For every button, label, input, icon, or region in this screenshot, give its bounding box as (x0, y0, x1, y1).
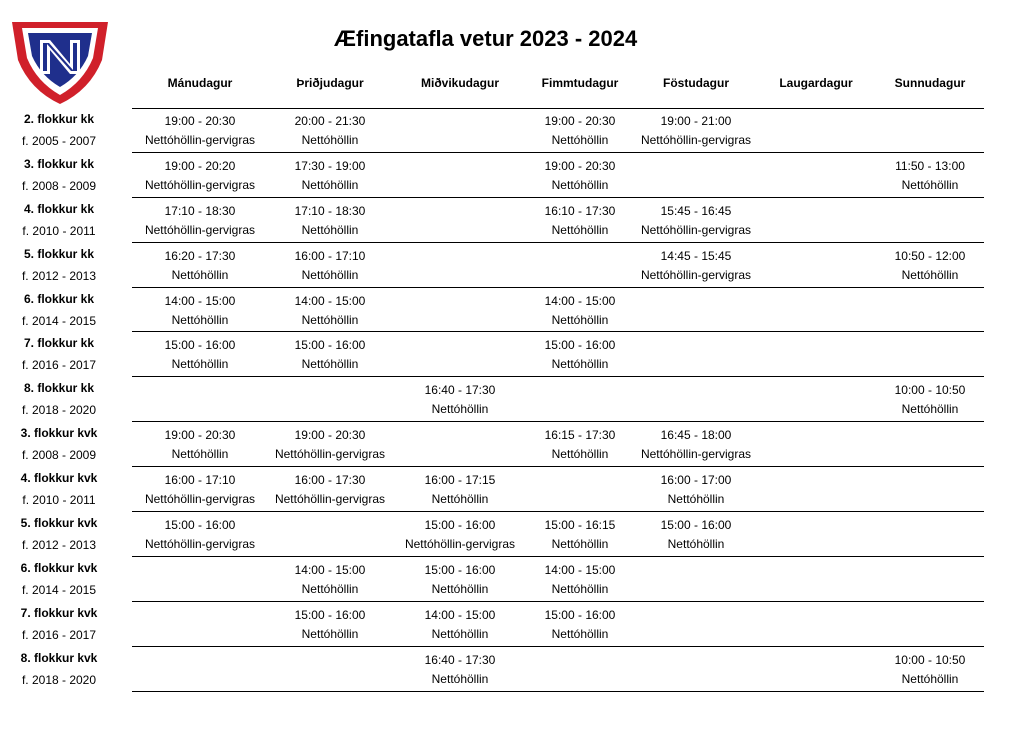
group-name: 4. flokkur kk (23, 201, 95, 216)
day-header-sunday: Sunnudagur (894, 76, 966, 90)
session-place: Nettóhöllin (901, 671, 959, 686)
session-cell (130, 247, 270, 285)
session-cell (626, 426, 766, 464)
group-name: 4. flokkur kvk (20, 471, 98, 486)
session-time: 19:00 - 20:30 (544, 158, 616, 173)
session-time: 15:45 - 16:45 (660, 203, 732, 218)
session-place: Nettóhöllin (667, 492, 725, 507)
session-place: Nettóhöllin-gervigras (144, 222, 256, 237)
session-time: 20:00 - 21:30 (294, 114, 366, 128)
session-time: 14:00 - 15:00 (544, 293, 616, 308)
group-years: f. 2012 - 2013 (21, 538, 97, 553)
session-place: Nettóhöllin-gervigras (144, 492, 256, 507)
session-place: Nettóhöllin (901, 177, 959, 192)
session-cell (130, 202, 270, 240)
session-place: Nettóhöllin-gervigras (144, 177, 256, 192)
session-cell (260, 606, 400, 644)
session-time: 16:00 - 17:10 (294, 248, 366, 263)
session-cell (260, 247, 400, 285)
session-place: Nettóhöllin-gervigras (640, 222, 752, 237)
day-header-thursday: Fimmtudagur (541, 76, 619, 90)
session-place: Nettóhöllin-gervigras (640, 447, 752, 462)
session-place: Nettóhöllin-gervigras (404, 537, 516, 552)
table-row (0, 512, 1024, 557)
session-cell (626, 202, 766, 240)
group-years: f. 2010 - 2011 (22, 493, 96, 508)
session-cell (860, 381, 1000, 419)
session-cell (130, 336, 270, 374)
session-cell (130, 112, 270, 150)
session-place: Nettóhöllin (431, 671, 489, 686)
session-place: Nettóhöllin (551, 177, 609, 192)
group-years: f. 2018 - 2020 (21, 672, 97, 687)
session-place: Nettóhöllin (171, 447, 229, 462)
session-time: 15:00 - 16:00 (294, 338, 366, 353)
group-years: f. 2018 - 2020 (21, 403, 97, 418)
session-cell (510, 606, 650, 644)
group-name: 8. flokkur kk (23, 381, 95, 396)
session-time: 15:00 - 16:00 (544, 338, 616, 353)
session-time: 19:00 - 20:30 (164, 428, 236, 443)
session-time: 11:50 - 13:00 (895, 158, 965, 173)
session-cell (390, 561, 530, 599)
table-row (0, 108, 1024, 153)
session-cell (510, 157, 650, 195)
session-place: Nettóhöllin-gervigras (640, 267, 752, 282)
group-years: f. 2012 - 2013 (21, 268, 97, 283)
session-cell (130, 157, 270, 195)
table-row (0, 422, 1024, 467)
session-cell (260, 426, 400, 464)
session-time: 16:40 - 17:30 (424, 383, 496, 398)
session-place: Nettóhöllin (431, 492, 489, 507)
session-time: 14:00 - 15:00 (294, 562, 366, 577)
session-cell (260, 561, 400, 599)
group-name: 6. flokkur kvk (20, 560, 98, 575)
session-place: Nettóhöllin (301, 267, 359, 282)
session-cell (390, 471, 530, 509)
session-time: 16:15 - 17:30 (544, 428, 616, 443)
session-place: Nettóhöllin-gervigras (640, 133, 752, 147)
session-cell (130, 471, 270, 509)
session-cell (626, 247, 766, 285)
session-time: 19:00 - 20:30 (294, 428, 366, 443)
session-place: Nettóhöllin (301, 177, 359, 192)
session-time: 15:00 - 16:00 (544, 607, 616, 622)
session-place: Nettóhöllin (171, 357, 229, 372)
session-cell (130, 292, 270, 330)
session-cell (260, 112, 400, 150)
table-row (0, 377, 1024, 422)
session-time: 14:00 - 15:00 (294, 293, 366, 308)
group-name: 6. flokkur kk (23, 291, 95, 306)
group-name: 8. flokkur kvk (20, 650, 98, 665)
session-cell (260, 292, 400, 330)
session-place: Nettóhöllin (551, 357, 609, 372)
session-time: 14:00 - 15:00 (424, 607, 496, 622)
schedule-table (0, 108, 1024, 692)
session-place: Nettóhöllin-gervigras (274, 447, 386, 462)
session-cell (390, 651, 530, 689)
table-row (0, 557, 1024, 602)
table-row (0, 467, 1024, 512)
day-header-friday: Föstudagur (663, 76, 729, 90)
session-time: 10:50 - 12:00 (894, 248, 966, 263)
group-years: f. 2014 - 2015 (21, 313, 97, 328)
group-years: f. 2014 - 2015 (21, 582, 97, 597)
group-name: 3. flokkur kvk (20, 426, 98, 441)
session-place: Nettóhöllin (551, 626, 609, 641)
session-place: Nettóhöllin (171, 267, 229, 282)
session-time: 14:00 - 15:00 (544, 562, 616, 577)
session-place: Nettóhöllin (551, 222, 609, 237)
session-time: 19:00 - 20:20 (164, 158, 236, 173)
session-time: 17:10 - 18:30 (294, 203, 366, 218)
session-place: Nettóhöllin (301, 133, 359, 147)
session-time: 15:00 - 16:00 (294, 607, 366, 622)
session-place: Nettóhöllin (551, 312, 609, 327)
session-time: 15:00 - 16:00 (424, 518, 496, 533)
group-years: f. 2010 - 2011 (22, 223, 96, 238)
session-place: Nettóhöllin-gervigras (144, 537, 256, 552)
session-cell (390, 606, 530, 644)
session-place: Nettóhöllin (301, 626, 359, 641)
table-row (0, 602, 1024, 647)
group-name: 5. flokkur kk (23, 246, 95, 261)
session-time: 16:00 - 17:15 (424, 473, 496, 488)
session-cell (390, 381, 530, 419)
group-years: f. 2005 - 2007 (21, 134, 97, 148)
session-time: 16:00 - 17:10 (164, 473, 236, 488)
session-place: Nettóhöllin (171, 312, 229, 327)
day-header-wednesday: Miðvikudagur (420, 76, 499, 90)
session-place: Nettóhöllin (301, 581, 359, 596)
session-cell (260, 471, 400, 509)
session-cell (860, 157, 1000, 195)
session-place: Nettóhöllin (901, 267, 959, 282)
session-time: 10:00 - 10:50 (894, 652, 966, 667)
session-place: Nettóhöllin-gervigras (144, 133, 256, 147)
table-row (0, 198, 1024, 243)
group-name: 5. flokkur kvk (20, 516, 98, 531)
session-place: Nettóhöllin (901, 402, 959, 417)
session-time: 15:00 - 16:15 (544, 518, 616, 533)
session-place: Nettóhöllin-gervigras (274, 492, 386, 507)
session-time: 16:10 - 17:30 (544, 203, 616, 218)
table-row (0, 243, 1024, 288)
session-time: 14:00 - 15:00 (164, 293, 236, 308)
session-time: 19:00 - 21:00 (660, 114, 732, 128)
table-row (0, 332, 1024, 377)
session-place: Nettóhöllin (551, 133, 609, 147)
day-header-tuesday: Þriðjudagur (296, 76, 364, 90)
session-cell (626, 471, 766, 509)
session-cell (860, 651, 1000, 689)
table-row (0, 153, 1024, 198)
session-place: Nettóhöllin (551, 581, 609, 596)
session-cell (130, 426, 270, 464)
session-time: 16:00 - 17:00 (660, 473, 732, 488)
session-cell (130, 516, 270, 554)
weekday-header (0, 76, 1024, 96)
session-time: 15:00 - 16:00 (164, 338, 236, 353)
session-time: 17:10 - 18:30 (164, 203, 236, 218)
group-name: 7. flokkur kk (23, 336, 95, 351)
session-time: 16:00 - 17:30 (294, 473, 366, 488)
table-row (0, 288, 1024, 333)
session-time: 16:20 - 17:30 (164, 248, 236, 263)
table-row (0, 647, 1024, 692)
session-cell (510, 336, 650, 374)
session-time: 15:00 - 16:00 (660, 518, 732, 533)
session-cell (260, 157, 400, 195)
session-place: Nettóhöllin (667, 537, 725, 552)
session-cell (260, 202, 400, 240)
session-place: Nettóhöllin (431, 581, 489, 596)
page-title: Æfingatafla vetur 2023 - 2024 (334, 26, 638, 51)
session-cell (510, 292, 650, 330)
session-cell (860, 247, 1000, 285)
session-cell (626, 516, 766, 554)
session-place: Nettóhöllin (551, 447, 609, 462)
session-cell (390, 516, 530, 554)
session-time: 15:00 - 16:00 (164, 518, 236, 533)
group-years: f. 2016 - 2017 (21, 627, 97, 642)
session-place: Nettóhöllin (301, 222, 359, 237)
session-time: 16:45 - 18:00 (660, 428, 732, 443)
group-name: 2. flokkur kk (23, 112, 95, 126)
session-time: 19:00 - 20:30 (164, 114, 236, 128)
session-time: 10:00 - 10:50 (894, 383, 966, 398)
session-time: 19:00 - 20:30 (544, 114, 616, 128)
session-time: 16:40 - 17:30 (424, 652, 496, 667)
session-place: Nettóhöllin (431, 402, 489, 417)
session-time: 15:00 - 16:00 (424, 562, 496, 577)
group-years: f. 2008 - 2009 (21, 448, 97, 463)
session-place: Nettóhöllin (431, 626, 489, 641)
group-name: 7. flokkur kvk (20, 605, 98, 620)
group-name: 3. flokkur kk (23, 156, 95, 171)
day-header-monday: Mánudagur (167, 76, 233, 90)
session-time: 17:30 - 19:00 (294, 158, 366, 173)
session-place: Nettóhöllin (301, 357, 359, 372)
session-place: Nettóhöllin (551, 537, 609, 552)
session-cell (510, 561, 650, 599)
session-place: Nettóhöllin (301, 312, 359, 327)
session-cell (626, 112, 766, 150)
group-years: f. 2016 - 2017 (21, 358, 97, 373)
session-cell (260, 336, 400, 374)
group-years: f. 2008 - 2009 (21, 178, 97, 193)
session-time: 14:45 - 15:45 (660, 248, 732, 263)
day-header-saturday: Laugardagur (779, 76, 853, 90)
